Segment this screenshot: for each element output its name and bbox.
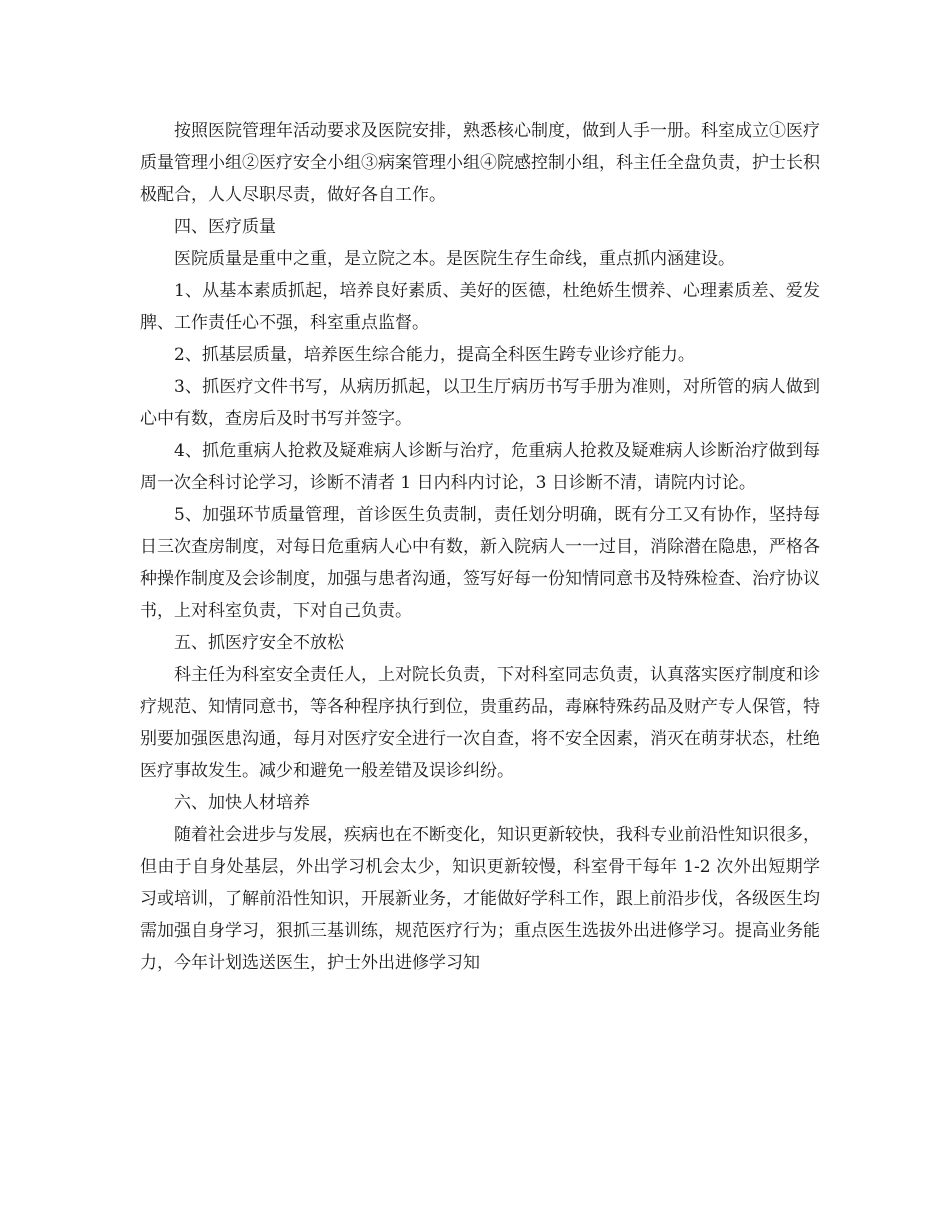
paragraph-item-5: 5、加强环节质量管理，首诊医生负责制，责任划分明确，既有分工又有协作，坚持每日三次查房制度，对每日危重病人心中有数，新入院病人一一过目，消除潜在隐患，严格各种操作制度及会诊制度，加强与患者沟通，签写好每一份知情同意书及特殊检查、治疗协议书，上对科室负责，下对自己负责。 bbox=[140, 505, 820, 621]
paragraph-talent: 随着社会进步与发展，疾病也在不断变化，知识更新较快，我科专业前沿性知识很多，但由于自身处基层，外出学习机会太少，知识更新较慢，科室骨干每年 1-2 次外出短期学习或培训，了解前沿性知识，开展新业务，才能做好学科工作，跟上前沿步伐，各级医生均需加强自身学习，狠抓三基训练，规范医疗行为；重点医生选拔外出进修学习。提高业务能力，今年计划选送医生，护士外出进修学习知 bbox=[140, 825, 820, 973]
section-heading-talent-training: 六、加快人材培养 bbox=[174, 793, 310, 813]
paragraph-quality-intro: 医院质量是重中之重，是立院之本。是医院生存生命线，重点抓内涵建设。 bbox=[174, 249, 735, 269]
document-body bbox=[140, 115, 820, 979]
section-heading-medical-safety: 五、抓医疗安全不放松 bbox=[174, 633, 344, 653]
paragraph-core-system: 按照医院管理年活动要求及医院安排，熟悉核心制度，做到人手一册。科室成立①医疗质量管理小组②医疗安全小组③病案管理小组④院感控制小组，科主任全盘负责，护士长积极配合，人人尽职尽责，做好各自工作。 bbox=[140, 121, 820, 205]
paragraph-item-1: 1、从基本素质抓起，培养良好素质、美好的医德，杜绝娇生惯养、心理素质差、爱发脾、工作责任心不强，科室重点监督。 bbox=[140, 281, 820, 333]
paragraph-safety: 科主任为科室安全责任人，上对院长负责，下对科室同志负责，认真落实医疗制度和诊疗规范、知情同意书，等各种程序执行到位，贵重药品，毒麻特殊药品及财产专人保管，特别要加强医患沟通，每月对医疗安全进行一次自查，将不安全因素，消灭在萌芽状态，杜绝医疗事故发生。减少和避免一般差错及误诊纠纷。 bbox=[140, 665, 820, 781]
section-heading-medical-quality: 四、医疗质量 bbox=[174, 217, 276, 237]
paragraph-item-3: 3、抓医疗文件书写，从病历抓起，以卫生厅病历书写手册为准则，对所管的病人做到心中有数，查房后及时书写并签字。 bbox=[140, 377, 820, 429]
paragraph-item-2: 2、抓基层质量，培养医生综合能力，提高全科医生跨专业诊疗能力。 bbox=[174, 345, 695, 365]
paragraph-item-4: 4、抓危重病人抢救及疑难病人诊断与治疗，危重病人抢救及疑难病人诊断治疗做到每周一次全科讨论学习，诊断不清者 1 日内科内讨论，3 日诊断不清，请院内讨论。 bbox=[140, 441, 820, 493]
